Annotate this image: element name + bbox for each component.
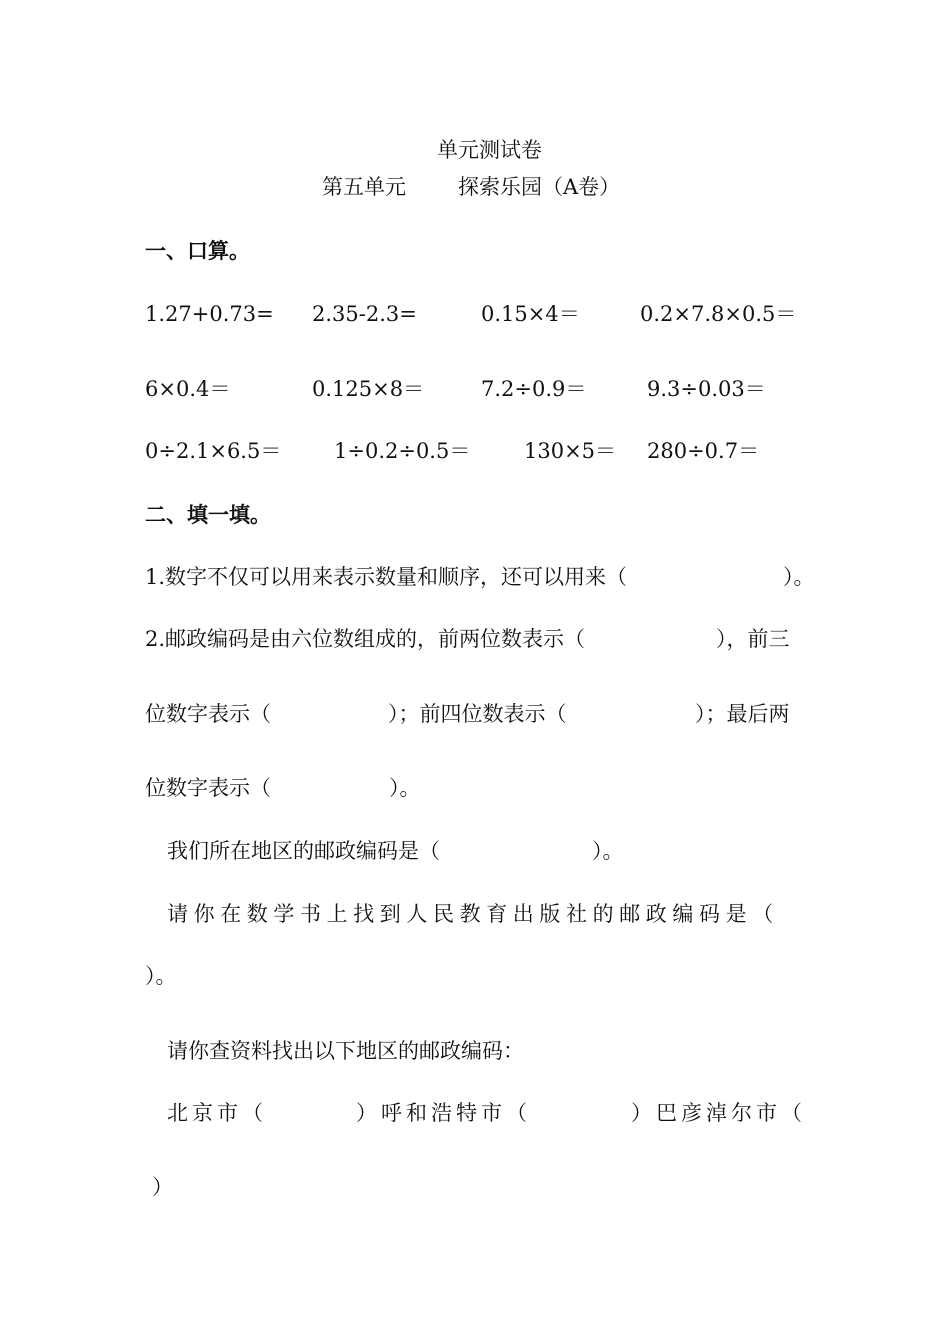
- question-3-text: 我们所在地区的邮政编码是（: [167, 839, 440, 863]
- question-4-text: 请你在数学书上找到人民教育出版社的邮政编码是（: [167, 902, 779, 926]
- calc-item: 2.35-2.3=: [312, 302, 417, 326]
- calc-item: 7.2÷0.9＝: [481, 377, 587, 401]
- calc-item: 0.2×7.8×0.5＝: [640, 302, 797, 326]
- question-2-line2-c: ）；最后两: [695, 702, 790, 726]
- question-2-line1: 2.邮政编码是由六位数组成的，前两位数表示（: [145, 627, 586, 651]
- question-1-blank-close: ）。: [783, 565, 815, 589]
- question-6-close: ）: [152, 1175, 173, 1199]
- question-2-line2-a: 位数字表示（: [145, 702, 271, 726]
- question-5-text: 请你查资料找出以下地区的邮政编码：: [167, 1039, 524, 1063]
- calc-item: 280÷0.7＝: [647, 439, 760, 463]
- question-1-text: 1.数字不仅可以用来表示数量和顺序，还可以用来（: [145, 565, 628, 589]
- question-4-close: ）。: [145, 964, 177, 988]
- calc-item: 1÷0.2÷0.5＝: [334, 439, 471, 463]
- page-title: 单元测试卷: [437, 138, 542, 162]
- calc-item: 0.15×4＝: [481, 302, 580, 326]
- question-6-bayannur: ）巴彦淖尔市（: [631, 1101, 806, 1125]
- question-6-hohhot: ）呼和浩特市（: [356, 1101, 531, 1125]
- question-2-line3-b: ）。: [389, 776, 421, 800]
- page-subtitle: 探索乐园（A卷）: [458, 175, 621, 199]
- calc-item: 9.3÷0.03＝: [647, 377, 766, 401]
- question-2-line3-a: 位数字表示（: [145, 776, 271, 800]
- calc-item: 0.125×8＝: [312, 377, 425, 401]
- calc-item: 1.27+0.73=: [145, 302, 274, 326]
- section-heading-oral-calc: 一、口算。: [145, 239, 250, 263]
- question-2-line1-close: ），前三: [716, 627, 790, 651]
- section-heading-fill-in: 二、填一填。: [145, 503, 271, 527]
- question-3-close: ）。: [592, 839, 624, 863]
- question-2-line2-b: ）；前四位数表示（: [388, 702, 567, 726]
- calc-item: 6×0.4＝: [145, 377, 231, 401]
- calc-item: 0÷2.1×6.5＝: [145, 439, 282, 463]
- question-6-beijing: 北京市（: [167, 1101, 267, 1125]
- unit-label: 第五单元: [322, 175, 406, 199]
- calc-item: 130×5＝: [524, 439, 617, 463]
